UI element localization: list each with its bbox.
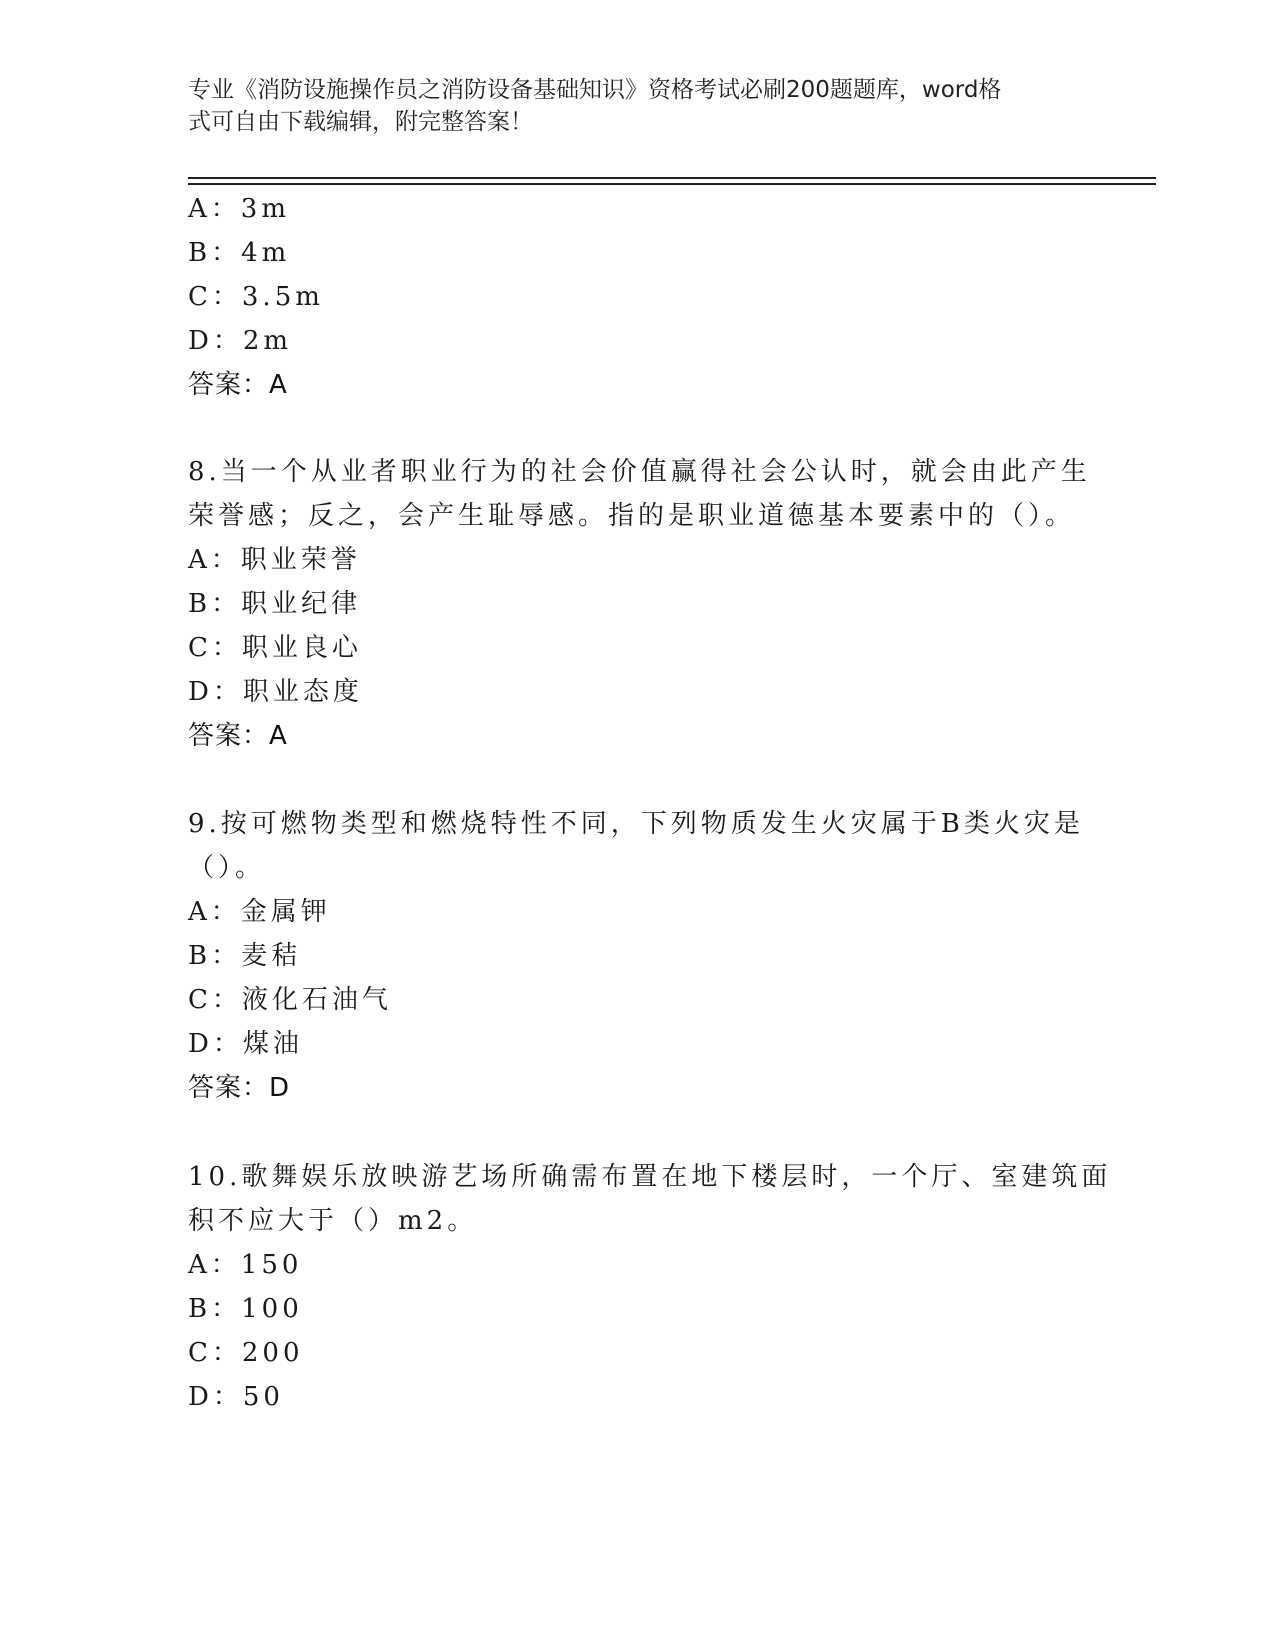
q9-answer: 答案：D: [188, 1073, 291, 1103]
header-line-2: 式可自由下载编辑，附完整答案！: [188, 109, 533, 135]
q9-option-b: B：麦秸: [188, 941, 302, 971]
q9-option-d: D：煤油: [188, 1029, 303, 1059]
prev-option-c: C：3.5m: [188, 282, 324, 312]
document-header: [188, 74, 1068, 138]
q10-option-c: C：200: [188, 1338, 304, 1368]
q8-stem-line-1: 8.当一个从业者职业行为的社会价值赢得社会公认时，就会由此产生: [188, 457, 1091, 487]
q9-stem-line-2: （）。: [188, 853, 266, 883]
q10-stem-line-1: 10.歌舞娱乐放映游艺场所确需布置在地下楼层时，一个厅、室建筑面: [188, 1162, 1112, 1192]
q8-option-b: B：职业纪律: [188, 589, 362, 619]
q10-stem-line-2: 积不应大于（）m2。: [188, 1206, 478, 1236]
q9-stem-line-1: 9.按可燃物类型和燃烧特性不同，下列物质发生火灾属于B类火灾是: [188, 809, 1084, 839]
q9-option-c: C：液化石油气: [188, 985, 392, 1015]
q10-option-b: B：100: [188, 1294, 303, 1324]
prev-answer: 答案：A: [188, 370, 288, 400]
q8-stem-line-2: 荣誉感；反之，会产生耻辱感。指的是职业道德基本要素中的（）。: [188, 501, 1076, 531]
header-divider-top: [188, 177, 1156, 179]
q8-option-d: D：职业态度: [188, 677, 363, 707]
q10-option-d: D：50: [188, 1382, 284, 1412]
q10-option-a: A：150: [188, 1250, 303, 1280]
header-divider-bottom: [188, 183, 1156, 185]
q9-option-a: A：金属钾: [188, 897, 331, 927]
prev-option-b: B：4m: [188, 238, 291, 268]
q8-option-a: A：职业荣誉: [188, 545, 361, 575]
prev-option-a: A：3m: [188, 194, 290, 224]
header-line-1: 专业《消防设施操作员之消防设备基础知识》资格考试必刷200题题库，word格: [188, 77, 1002, 103]
q8-option-c: C：职业良心: [188, 633, 362, 663]
q8-answer: 答案：A: [188, 721, 288, 751]
prev-option-d: D：2m: [188, 326, 293, 356]
